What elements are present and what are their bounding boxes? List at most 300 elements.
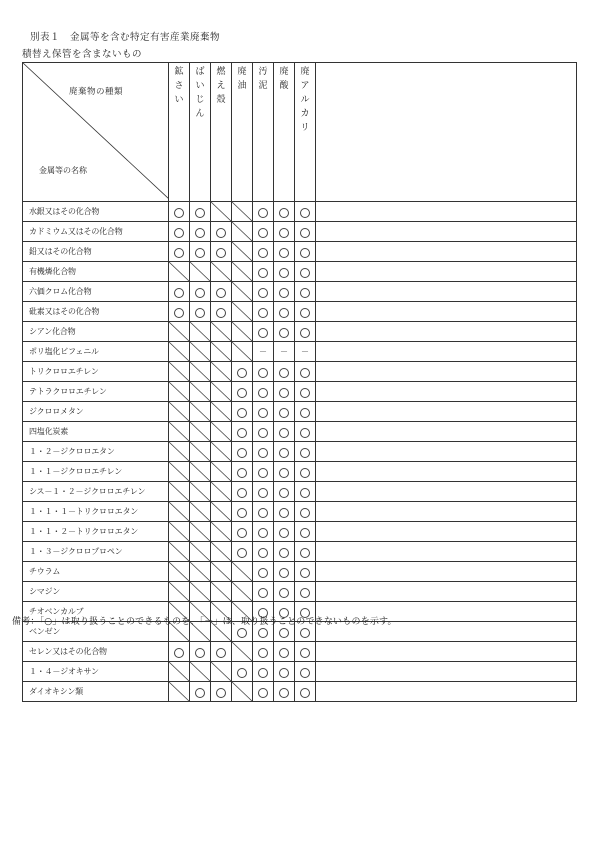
allowed-mark-cell xyxy=(274,242,295,262)
circle-mark-icon xyxy=(258,408,268,418)
substance-name: シマジン xyxy=(23,582,169,602)
circle-mark-icon xyxy=(279,588,289,598)
column-header-char: い xyxy=(195,81,205,91)
column-header-char: 廃 xyxy=(279,67,289,77)
circle-mark-icon xyxy=(237,628,247,638)
diagonal-slash-icon xyxy=(169,262,189,281)
not-applicable-cell xyxy=(190,422,211,442)
allowed-mark-cell xyxy=(232,382,253,402)
blank-cell xyxy=(316,202,577,222)
allowed-mark-cell xyxy=(232,422,253,442)
circle-mark-icon xyxy=(195,288,205,298)
allowed-mark-cell xyxy=(253,682,274,702)
circle-mark-icon xyxy=(258,328,268,338)
circle-mark-icon xyxy=(300,288,310,298)
allowed-mark-cell xyxy=(274,542,295,562)
circle-mark-icon xyxy=(258,428,268,438)
allowed-mark-cell xyxy=(295,262,316,282)
blank-cell xyxy=(316,402,577,422)
allowed-mark-cell xyxy=(232,462,253,482)
not-applicable-cell xyxy=(169,582,190,602)
diagonal-slash-icon xyxy=(169,362,189,381)
allowed-mark-cell xyxy=(295,382,316,402)
not-applicable-cell xyxy=(211,462,232,482)
substance-name: ダイオキシン類 xyxy=(23,682,169,702)
circle-mark-icon xyxy=(174,648,184,658)
diagonal-slash-icon xyxy=(232,562,252,581)
allowed-mark-cell xyxy=(274,362,295,382)
diagonal-slash-icon xyxy=(211,262,231,281)
table-row xyxy=(23,562,577,582)
not-applicable-cell xyxy=(169,682,190,702)
substance-name: １・１・１－トリクロロエタン xyxy=(23,502,169,522)
circle-mark-icon xyxy=(300,688,310,698)
circle-mark-icon xyxy=(300,588,310,598)
circle-mark-icon xyxy=(279,408,289,418)
not-allowed-mark-cell xyxy=(274,342,295,362)
not-applicable-cell xyxy=(232,682,253,702)
not-applicable-cell xyxy=(169,442,190,462)
circle-mark-icon xyxy=(195,248,205,258)
allowed-mark-cell xyxy=(190,222,211,242)
not-applicable-cell xyxy=(211,202,232,222)
diagonal-slash-icon xyxy=(190,462,210,481)
substance-name: 鉛又はその化合物 xyxy=(23,242,169,262)
not-applicable-cell xyxy=(232,322,253,342)
blank-cell xyxy=(316,482,577,502)
diagonal-slash-icon xyxy=(211,362,231,381)
table-row xyxy=(23,482,577,502)
circle-mark-icon xyxy=(195,308,205,318)
table-row xyxy=(23,662,577,682)
circle-mark-icon xyxy=(258,688,268,698)
allowed-mark-cell xyxy=(253,662,274,682)
circle-mark-icon xyxy=(174,248,184,258)
circle-mark-icon xyxy=(300,548,310,558)
allowed-mark-cell xyxy=(169,222,190,242)
not-applicable-cell xyxy=(211,382,232,402)
blank-cell xyxy=(316,542,577,562)
not-applicable-cell xyxy=(211,322,232,342)
not-applicable-cell xyxy=(232,202,253,222)
not-applicable-cell xyxy=(169,362,190,382)
diagonal-slash-icon xyxy=(211,342,231,361)
allowed-mark-cell xyxy=(253,302,274,322)
not-applicable-cell xyxy=(169,262,190,282)
column-header-char: ば xyxy=(195,67,205,77)
allowed-mark-cell xyxy=(295,502,316,522)
circle-mark-icon xyxy=(279,388,289,398)
circle-mark-icon xyxy=(258,488,268,498)
circle-mark-icon xyxy=(300,408,310,418)
not-applicable-cell xyxy=(211,402,232,422)
circle-mark-icon xyxy=(258,568,268,578)
diagonal-slash-icon xyxy=(169,342,189,361)
table-row xyxy=(23,342,577,362)
allowed-mark-cell xyxy=(253,422,274,442)
diagonal-slash-icon xyxy=(232,282,252,301)
allowed-mark-cell xyxy=(211,642,232,662)
diagonal-slash-icon xyxy=(169,442,189,461)
column-header-char: さ xyxy=(174,81,184,91)
not-applicable-cell xyxy=(232,562,253,582)
table-row xyxy=(23,242,577,262)
substance-name: チウラム xyxy=(23,562,169,582)
circle-mark-icon xyxy=(300,208,310,218)
substance-name: 四塩化炭素 xyxy=(23,422,169,442)
circle-mark-icon xyxy=(195,648,205,658)
diagonal-slash-icon xyxy=(169,502,189,521)
circle-mark-icon xyxy=(258,248,268,258)
table-header-row xyxy=(23,63,577,202)
diagonal-slash-icon xyxy=(190,522,210,541)
not-applicable-cell xyxy=(211,542,232,562)
allowed-mark-cell xyxy=(274,202,295,222)
not-applicable-cell xyxy=(211,442,232,462)
table-row xyxy=(23,502,577,522)
circle-mark-icon xyxy=(258,288,268,298)
column-header-char: 燃 xyxy=(216,67,226,77)
circle-mark-icon xyxy=(237,508,247,518)
circle-mark-icon xyxy=(216,288,226,298)
not-applicable-cell xyxy=(190,342,211,362)
substance-name: １・３－ジクロロプロペン xyxy=(23,542,169,562)
column-header-char: 泥 xyxy=(258,81,268,91)
substance-name: ポリ塩化ビフェニル xyxy=(23,342,169,362)
page-title: 別表１ 金属等を含む特定有害産業廃棄物 xyxy=(30,32,221,43)
circle-mark-icon xyxy=(258,268,268,278)
table-row xyxy=(23,382,577,402)
table-row xyxy=(23,262,577,282)
column-header-char: ん xyxy=(195,109,205,119)
blank-cell xyxy=(316,342,577,362)
circle-mark-icon xyxy=(237,388,247,398)
circle-mark-icon xyxy=(258,668,268,678)
circle-mark-icon xyxy=(216,688,226,698)
allowed-mark-cell xyxy=(169,642,190,662)
circle-mark-icon xyxy=(279,288,289,298)
table-subtitle: 積替え保管を含まないもの xyxy=(22,49,143,60)
table-row xyxy=(23,202,577,222)
not-applicable-cell xyxy=(190,402,211,422)
table-row xyxy=(23,322,577,342)
circle-mark-icon xyxy=(300,228,310,238)
diagonal-slash-icon xyxy=(169,522,189,541)
allowed-mark-cell xyxy=(253,382,274,402)
diagonal-slash-icon xyxy=(211,542,231,561)
allowed-mark-cell xyxy=(253,562,274,582)
not-allowed-mark-cell xyxy=(253,342,274,362)
allowed-mark-cell xyxy=(274,502,295,522)
blank-cell xyxy=(316,582,577,602)
allowed-mark-cell xyxy=(274,482,295,502)
circle-mark-icon xyxy=(195,228,205,238)
not-applicable-cell xyxy=(190,502,211,522)
substance-name: １・４－ジオキサン xyxy=(23,662,169,682)
diagonal-slash-icon xyxy=(232,322,252,341)
allowed-mark-cell xyxy=(274,642,295,662)
diagonal-slash-icon xyxy=(169,422,189,441)
diagonal-slash-icon xyxy=(190,502,210,521)
waste-table xyxy=(22,62,577,702)
circle-mark-icon xyxy=(237,468,247,478)
circle-mark-icon xyxy=(300,488,310,498)
allowed-mark-cell xyxy=(253,282,274,302)
circle-mark-icon xyxy=(300,668,310,678)
blank-cell xyxy=(316,422,577,442)
diagonal-slash-icon xyxy=(169,582,189,601)
not-applicable-cell xyxy=(190,522,211,542)
allowed-mark-cell xyxy=(274,382,295,402)
allowed-mark-cell xyxy=(232,522,253,542)
diagonal-slash-icon xyxy=(211,442,231,461)
diagonal-slash-icon xyxy=(190,422,210,441)
diagonal-slash-icon xyxy=(232,222,252,241)
allowed-mark-cell xyxy=(295,442,316,462)
substance-name: １・１・２－トリクロロエタン xyxy=(23,522,169,542)
not-applicable-cell xyxy=(232,262,253,282)
not-applicable-cell xyxy=(232,642,253,662)
diagonal-slash-icon xyxy=(232,342,252,361)
circle-mark-icon xyxy=(237,448,247,458)
diagonal-slash-icon xyxy=(211,482,231,501)
circle-mark-icon xyxy=(258,308,268,318)
column-header-char: 廃 xyxy=(237,67,247,77)
allowed-mark-cell xyxy=(232,402,253,422)
table-row xyxy=(23,522,577,542)
allowed-mark-cell xyxy=(190,682,211,702)
circle-mark-icon xyxy=(279,328,289,338)
circle-mark-icon xyxy=(279,648,289,658)
diagonal-slash-icon xyxy=(211,502,231,521)
substance-name: 六価クロム化合物 xyxy=(23,282,169,302)
allowed-mark-cell xyxy=(274,282,295,302)
dash-mark: － xyxy=(280,347,288,357)
not-applicable-cell xyxy=(190,582,211,602)
not-applicable-cell xyxy=(232,282,253,302)
table-row xyxy=(23,282,577,302)
allowed-mark-cell xyxy=(253,202,274,222)
allowed-mark-cell xyxy=(253,482,274,502)
allowed-mark-cell xyxy=(190,282,211,302)
allowed-mark-cell xyxy=(295,482,316,502)
not-applicable-cell xyxy=(190,322,211,342)
allowed-mark-cell xyxy=(232,542,253,562)
blank-cell xyxy=(316,502,577,522)
not-applicable-cell xyxy=(211,482,232,502)
allowed-mark-cell xyxy=(232,362,253,382)
table-row xyxy=(23,222,577,242)
circle-mark-icon xyxy=(279,508,289,518)
diagonal-slash-icon xyxy=(169,322,189,341)
column-header-baijin xyxy=(190,63,211,202)
not-applicable-cell xyxy=(190,382,211,402)
table-row xyxy=(23,302,577,322)
allowed-mark-cell xyxy=(295,582,316,602)
allowed-mark-cell xyxy=(295,462,316,482)
substance-name: ジクロロメタン xyxy=(23,402,169,422)
allowed-mark-cell xyxy=(211,302,232,322)
circle-mark-icon xyxy=(279,528,289,538)
not-applicable-cell xyxy=(211,342,232,362)
not-applicable-cell xyxy=(169,382,190,402)
diagonal-slash-icon xyxy=(190,362,210,381)
allowed-mark-cell xyxy=(295,422,316,442)
substance-name: シス－１・２－ジクロロエチレン xyxy=(23,482,169,502)
allowed-mark-cell xyxy=(253,222,274,242)
circle-mark-icon xyxy=(300,388,310,398)
column-header-odei xyxy=(253,63,274,202)
circle-mark-icon xyxy=(279,468,289,478)
allowed-mark-cell xyxy=(274,522,295,542)
allowed-mark-cell xyxy=(169,282,190,302)
blank-cell xyxy=(316,302,577,322)
allowed-mark-cell xyxy=(232,502,253,522)
circle-mark-icon xyxy=(237,428,247,438)
not-applicable-cell xyxy=(169,422,190,442)
column-header-char: リ xyxy=(300,123,310,133)
allowed-mark-cell xyxy=(253,402,274,422)
circle-mark-icon xyxy=(279,268,289,278)
column-header-haialkali xyxy=(295,63,316,202)
substance-name: セレン又はその化合物 xyxy=(23,642,169,662)
allowed-mark-cell xyxy=(295,682,316,702)
circle-mark-icon xyxy=(300,468,310,478)
allowed-mark-cell xyxy=(295,322,316,342)
blank-cell xyxy=(316,242,577,262)
diagonal-slash-icon xyxy=(190,402,210,421)
not-applicable-cell xyxy=(211,362,232,382)
allowed-mark-cell xyxy=(274,262,295,282)
allowed-mark-cell xyxy=(274,562,295,582)
allowed-mark-cell xyxy=(295,222,316,242)
allowed-mark-cell xyxy=(295,202,316,222)
column-header-char: え xyxy=(216,81,226,91)
blank-cell xyxy=(316,262,577,282)
dash-mark: － xyxy=(301,347,309,357)
allowed-mark-cell xyxy=(274,662,295,682)
circle-mark-icon xyxy=(195,688,205,698)
not-applicable-cell xyxy=(169,482,190,502)
diagonal-slash-icon xyxy=(211,582,231,601)
column-header-char: じ xyxy=(195,95,205,105)
diagonal-slash-icon xyxy=(169,682,189,701)
circle-mark-icon xyxy=(279,308,289,318)
blank-cell xyxy=(316,522,577,542)
circle-mark-icon xyxy=(258,448,268,458)
allowed-mark-cell xyxy=(274,222,295,242)
column-header-haiyu xyxy=(232,63,253,202)
circle-mark-icon xyxy=(216,248,226,258)
circle-mark-icon xyxy=(300,268,310,278)
diagonal-slash-icon xyxy=(232,262,252,281)
circle-mark-icon xyxy=(279,448,289,458)
not-applicable-cell xyxy=(232,582,253,602)
not-applicable-cell xyxy=(190,262,211,282)
not-applicable-cell xyxy=(211,262,232,282)
not-applicable-cell xyxy=(169,522,190,542)
circle-mark-icon xyxy=(216,228,226,238)
allowed-mark-cell xyxy=(190,642,211,662)
not-allowed-mark-cell xyxy=(295,342,316,362)
circle-mark-icon xyxy=(258,368,268,378)
diagonal-slash-icon xyxy=(190,482,210,501)
allowed-mark-cell xyxy=(295,282,316,302)
circle-mark-icon xyxy=(300,248,310,258)
not-applicable-cell xyxy=(190,482,211,502)
table-row xyxy=(23,362,577,382)
circle-mark-icon xyxy=(258,528,268,538)
column-header-char: 廃 xyxy=(300,67,310,77)
not-applicable-cell xyxy=(211,502,232,522)
not-applicable-cell xyxy=(232,342,253,362)
circle-mark-icon xyxy=(237,368,247,378)
not-applicable-cell xyxy=(211,562,232,582)
substance-name: １・１－ジクロロエチレン xyxy=(23,462,169,482)
circle-mark-icon xyxy=(195,208,205,218)
allowed-mark-cell xyxy=(190,302,211,322)
waste-type-label: 廃棄物の種類 xyxy=(69,87,124,97)
table-row xyxy=(23,682,577,702)
diagonal-slash-icon xyxy=(190,562,210,581)
diagonal-slash-icon xyxy=(232,682,252,701)
blank-cell xyxy=(316,462,577,482)
allowed-mark-cell xyxy=(232,662,253,682)
allowed-mark-cell xyxy=(211,682,232,702)
circle-mark-icon xyxy=(300,328,310,338)
allowed-mark-cell xyxy=(253,642,274,662)
substance-name: シアン化合物 xyxy=(23,322,169,342)
column-header-kousai xyxy=(169,63,190,202)
allowed-mark-cell xyxy=(274,322,295,342)
substance-name: カドミウム又はその化合物 xyxy=(23,222,169,242)
diagonal-slash-icon xyxy=(190,542,210,561)
column-header-char: 油 xyxy=(237,81,247,91)
allowed-mark-cell xyxy=(274,682,295,702)
not-applicable-cell xyxy=(169,542,190,562)
not-applicable-cell xyxy=(211,582,232,602)
diagonal-slash-icon xyxy=(169,482,189,501)
substance-name: チオベンカルブ xyxy=(23,602,169,622)
circle-mark-icon xyxy=(258,548,268,558)
allowed-mark-cell xyxy=(253,362,274,382)
not-applicable-cell xyxy=(232,302,253,322)
diagonal-slash-icon xyxy=(169,402,189,421)
circle-mark-icon xyxy=(237,668,247,678)
circle-mark-icon xyxy=(300,648,310,658)
not-applicable-cell xyxy=(190,462,211,482)
allowed-mark-cell xyxy=(274,302,295,322)
allowed-mark-cell xyxy=(253,462,274,482)
not-applicable-cell xyxy=(169,402,190,422)
allowed-mark-cell xyxy=(253,322,274,342)
allowed-mark-cell xyxy=(295,362,316,382)
circle-mark-icon xyxy=(258,468,268,478)
not-applicable-cell xyxy=(190,662,211,682)
circle-mark-icon xyxy=(174,228,184,238)
circle-mark-icon xyxy=(258,648,268,658)
metal-name-label: 金属等の名称 xyxy=(39,166,87,175)
diagonal-slash-icon xyxy=(211,422,231,441)
allowed-mark-cell xyxy=(274,582,295,602)
diagonal-slash-icon xyxy=(211,562,231,581)
column-header-haisan xyxy=(274,63,295,202)
diagonal-slash-icon xyxy=(190,262,210,281)
not-applicable-cell xyxy=(190,542,211,562)
circle-mark-icon xyxy=(279,568,289,578)
circle-mark-icon xyxy=(279,488,289,498)
diagonal-slash-icon xyxy=(190,662,210,681)
